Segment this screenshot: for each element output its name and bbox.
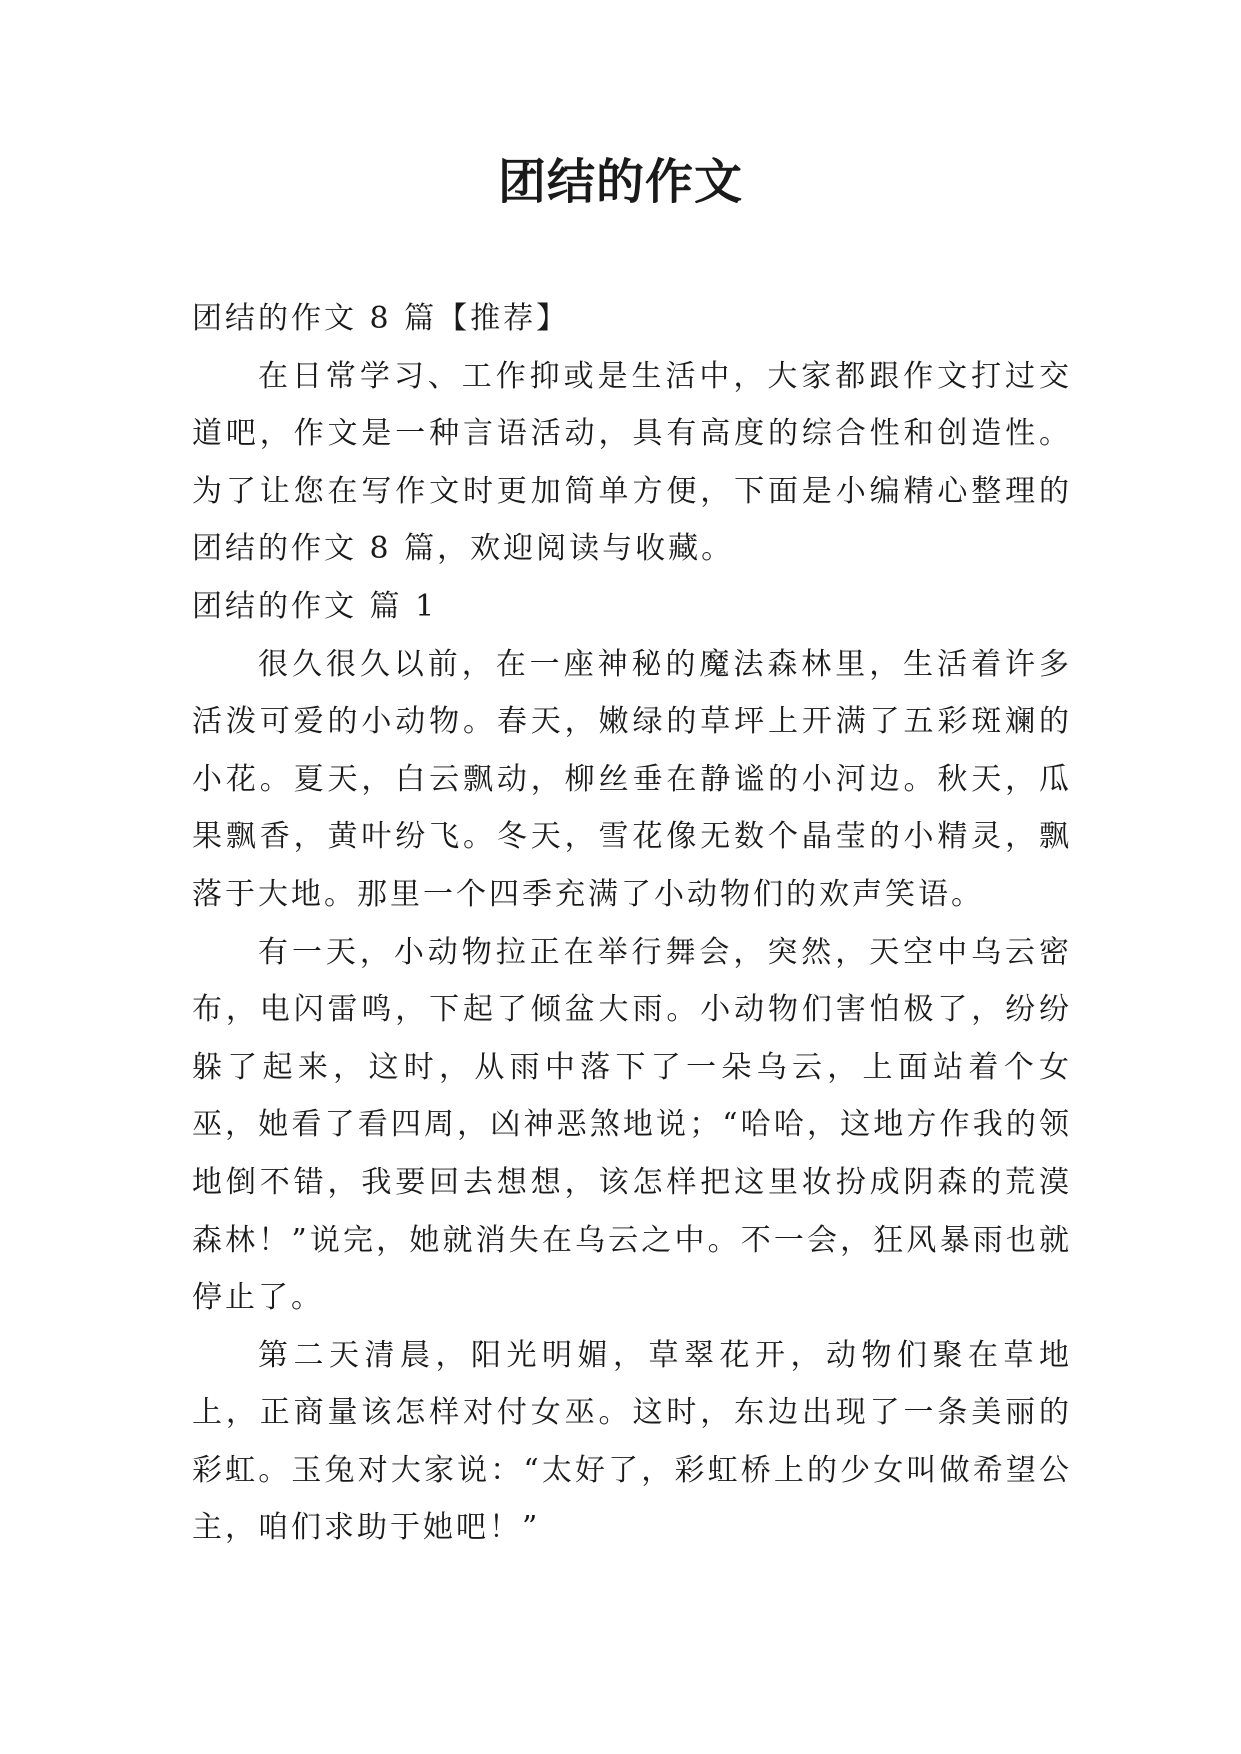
section-heading: 团结的作文 8 篇【推荐】 — [192, 301, 570, 336]
essay-paragraph: 有一天，小动物拉正在举行舞会，突然，天空中乌云密布，电闪雷鸣，下起了倾盆大雨。小动物们害怕极了，纷纷躲了起来，这时，从雨中落下了一朵乌云，上面站着个女巫，她看了看四周，凶神恶煞地说；“哈哈，这地方作我的领地倒不错，我要回去想想，该怎样把这里妆扮成阴森的荒漠森林！”说完，她就消失在乌云之中。不一会，狂风暴雨也就停止了。 — [192, 934, 1072, 1316]
essay-heading: 团结的作文 篇 1 — [192, 588, 438, 624]
document-body — [192, 290, 1072, 1557]
essay-paragraph: 很久很久以前，在一座神秘的魔法森林里，生活着许多活泼可爱的小动物。春天，嫩绿的草坪上开满了五彩斑斓的小花。夏天，白云飘动，柳丝垂在静谧的小河边。秋天，瓜果飘香，黄叶纷飞。冬天，雪花像无数个晶莹的小精灵，飘落于大地。那里一个四季充满了小动物们的欢声笑语。 — [192, 646, 1072, 912]
document-title: 团结的作文 — [497, 154, 743, 210]
intro-paragraph: 在日常学习、工作抑或是生活中，大家都跟作文打过交道吧，作文是一种言语活动，具有高度的综合性和创造性。为了让您在写作文时更加简单方便，下面是小编精心整理的团结的作文 8 篇，欢迎阅读与收藏。 — [192, 358, 1072, 567]
essay-paragraph: 第二天清晨，阳光明媚，草翠花开，动物们聚在草地上，正商量该怎样对付女巫。这时，东边出现了一条美丽的彩虹。玉兔对大家说：“太好了，彩虹桥上的少女叫做希望公主，咱们求助于她吧！” — [192, 1337, 1072, 1546]
